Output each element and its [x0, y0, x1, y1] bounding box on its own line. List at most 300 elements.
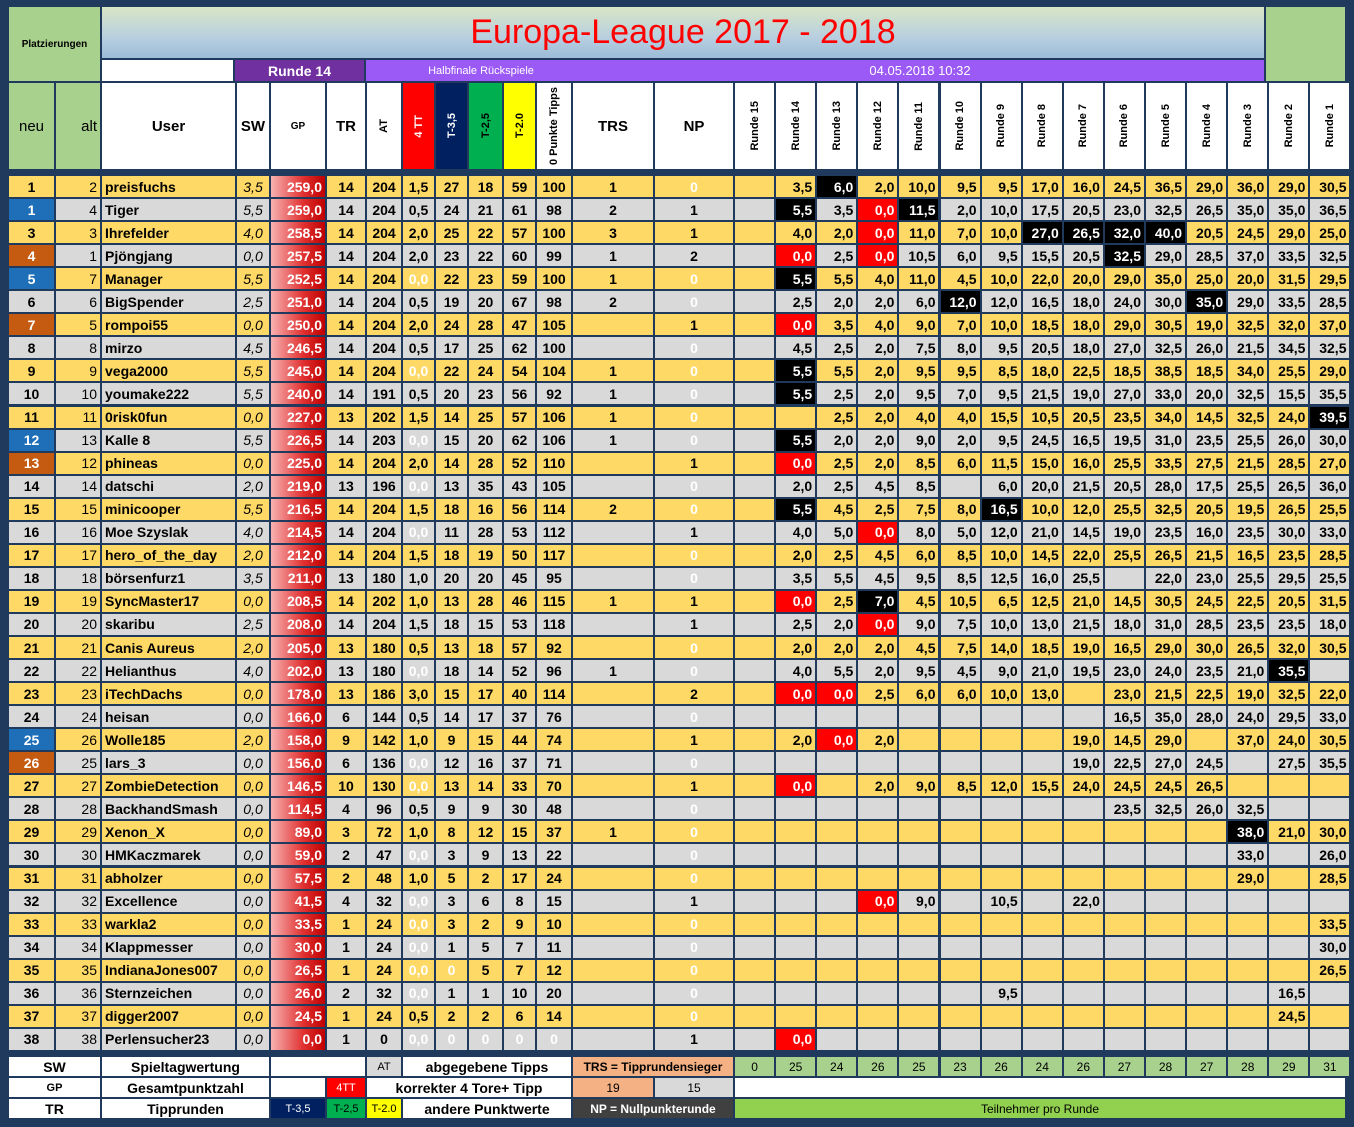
np-value: 0 — [655, 914, 733, 935]
trs-value: 2 — [573, 291, 653, 312]
round-score — [941, 729, 980, 750]
tr-value: 14 — [327, 383, 365, 404]
at-value: 47 — [367, 844, 401, 865]
round-score — [899, 983, 938, 1004]
round-score: 5,5 — [776, 430, 815, 451]
round-score — [1064, 868, 1103, 889]
np-value: 0 — [655, 798, 733, 819]
t25-value: 15 — [469, 614, 502, 635]
round-score: 19,0 — [1064, 752, 1103, 773]
at-value: 24 — [367, 937, 401, 958]
np-value: 0 — [655, 983, 733, 1004]
round-score: 14,5 — [1064, 522, 1103, 543]
trs-value — [573, 453, 653, 474]
user-name: Sternzeichen — [102, 983, 235, 1004]
np-value: 2 — [655, 683, 733, 704]
trs-value — [573, 937, 653, 958]
round-score — [1146, 821, 1185, 842]
round-score: 2,0 — [776, 545, 815, 566]
tr-value: 13 — [327, 568, 365, 589]
trs-value: 1 — [573, 383, 653, 404]
round-score: 16,0 — [1023, 568, 1062, 589]
round-score: 10,0 — [982, 199, 1021, 220]
round-score: 9,5 — [982, 245, 1021, 266]
round-score — [735, 337, 774, 358]
round-score: 29,0 — [1146, 637, 1185, 658]
tr-value: 14 — [327, 291, 365, 312]
round-score: 0,0 — [776, 453, 815, 474]
round-score — [858, 960, 897, 981]
rank-old: 3 — [56, 222, 100, 243]
sw-value: 2,5 — [237, 291, 269, 312]
round-score — [1269, 914, 1308, 935]
round-score — [1064, 1006, 1103, 1027]
round-score — [735, 314, 774, 335]
sw-value: 4,5 — [237, 337, 269, 358]
at-value: 180 — [367, 637, 401, 658]
sw-value: 5,5 — [237, 430, 269, 451]
trs-value — [573, 522, 653, 543]
t35-value: 22 — [436, 268, 467, 289]
t35-value: 15 — [436, 683, 467, 704]
round-score: 8,5 — [941, 775, 980, 796]
round-score: 24,5 — [1269, 1006, 1308, 1027]
round-score: 2,0 — [858, 176, 897, 197]
gp-value: 240,0 — [271, 383, 325, 404]
legend-tt4-text: korrekter 4 Tore+ Tipp — [367, 1078, 571, 1097]
tt4-value: 1,5 — [403, 499, 434, 520]
gp-value: 178,0 — [271, 683, 325, 704]
round-score — [776, 752, 815, 773]
round-score — [858, 914, 897, 935]
trs-value — [573, 960, 653, 981]
round-score: 28,5 — [1310, 868, 1349, 889]
legend-tr-text: Tipprunden — [102, 1099, 269, 1118]
sw-value: 3,5 — [237, 176, 269, 197]
user-name: abholzer — [102, 868, 235, 889]
round-score: 8,0 — [941, 337, 980, 358]
round-score: 2,0 — [817, 291, 856, 312]
rank-new: 14 — [9, 476, 54, 497]
t20-value: 52 — [504, 660, 535, 681]
tt4-value: 1,0 — [403, 568, 434, 589]
t20-value: 67 — [504, 291, 535, 312]
round-score — [735, 752, 774, 773]
header-round — [941, 83, 980, 169]
round-score — [735, 222, 774, 243]
sw-value: 0,0 — [237, 960, 269, 981]
round-score — [1310, 1006, 1349, 1027]
user-name: minicooper — [102, 499, 235, 520]
round-score: 29,0 — [1105, 268, 1144, 289]
np-value: 0 — [655, 360, 733, 381]
round-score: 2,5 — [817, 591, 856, 612]
t20-value: 56 — [504, 499, 535, 520]
zero-value: 114 — [537, 683, 571, 704]
round-score — [1105, 868, 1144, 889]
round-score: 17,5 — [1023, 199, 1062, 220]
t25-value: 21 — [469, 199, 502, 220]
round-score: 20,5 — [1023, 337, 1062, 358]
tt4-value: 0,0 — [403, 914, 434, 935]
round-score — [858, 844, 897, 865]
sw-value: 4,0 — [237, 660, 269, 681]
round-score — [899, 914, 938, 935]
round-score: 19,5 — [1105, 430, 1144, 451]
round-score: 2,0 — [858, 660, 897, 681]
tr-value: 2 — [327, 983, 365, 1004]
round-score — [735, 291, 774, 312]
round-score — [817, 937, 856, 958]
round-score — [941, 868, 980, 889]
rank-old: 13 — [56, 430, 100, 451]
t35-value: 15 — [436, 430, 467, 451]
round-score: 21,0 — [1269, 821, 1308, 842]
round-score: 16,0 — [1187, 522, 1226, 543]
zero-value: 110 — [537, 453, 571, 474]
user-name: BigSpender — [102, 291, 235, 312]
round-score: 16,5 — [1105, 637, 1144, 658]
rank-old: 32 — [56, 891, 100, 912]
tt4-value: 1,0 — [403, 821, 434, 842]
round-score: 36,0 — [1310, 476, 1349, 497]
gp-value: 252,5 — [271, 268, 325, 289]
round-score: 2,5 — [817, 383, 856, 404]
round-score: 0,0 — [776, 1029, 815, 1050]
t35-value: 13 — [436, 775, 467, 796]
rank-new: 26 — [9, 752, 54, 773]
user-name: Pjöngjang — [102, 245, 235, 266]
gp-value: 259,0 — [271, 176, 325, 197]
round-score — [982, 1006, 1021, 1027]
round-score: 25,5 — [1228, 568, 1267, 589]
round-score — [735, 407, 774, 428]
rank-old: 8 — [56, 337, 100, 358]
round-score — [1269, 798, 1308, 819]
header-round — [1269, 83, 1308, 169]
tr-value: 14 — [327, 199, 365, 220]
round-score: 12,0 — [1064, 499, 1103, 520]
rank-old: 12 — [56, 453, 100, 474]
round-score — [776, 868, 815, 889]
gp-value: 258,5 — [271, 222, 325, 243]
tt4-value: 0,5 — [403, 291, 434, 312]
round-score: 32,0 — [1105, 222, 1144, 243]
rank-new: 11 — [9, 407, 54, 428]
trs-value: 1 — [573, 821, 653, 842]
round-score — [1105, 568, 1144, 589]
rank-old: 10 — [56, 383, 100, 404]
round-score: 6,0 — [899, 683, 938, 704]
round-score — [1187, 937, 1226, 958]
user-name: heisan — [102, 706, 235, 727]
round-score — [941, 937, 980, 958]
round-score: 20,0 — [1228, 268, 1267, 289]
header-gp: GP — [271, 83, 325, 169]
gp-value: 226,5 — [271, 430, 325, 451]
round-score: 8,0 — [899, 522, 938, 543]
round-score: 12,5 — [1023, 591, 1062, 612]
round-score — [1064, 706, 1103, 727]
at-value: 180 — [367, 568, 401, 589]
round-score: 36,5 — [1146, 176, 1185, 197]
round-score: 2,5 — [858, 683, 897, 704]
tr-value: 14 — [327, 360, 365, 381]
round-score: 0,0 — [858, 891, 897, 912]
np-value: 1 — [655, 614, 733, 635]
t35-value: 14 — [436, 407, 467, 428]
header-round-text: Runde 2 — [1282, 104, 1295, 148]
sw-value: 3,5 — [237, 568, 269, 589]
round-score — [1146, 960, 1185, 981]
tr-value: 14 — [327, 499, 365, 520]
header-round — [899, 83, 938, 169]
gp-value: 202,0 — [271, 660, 325, 681]
round-score: 18,0 — [1064, 291, 1103, 312]
round-score — [899, 821, 938, 842]
t20-value: 53 — [504, 522, 535, 543]
round-score — [776, 937, 815, 958]
round-score — [1228, 960, 1267, 981]
user-name: Xenon_X — [102, 821, 235, 842]
round-score: 29,5 — [1310, 268, 1349, 289]
header-t25-text: T-2,5 — [479, 113, 492, 139]
rank-old: 7 — [56, 268, 100, 289]
round-score: 33,5 — [1310, 914, 1349, 935]
np-value: 1 — [655, 591, 733, 612]
t20-value: 50 — [504, 545, 535, 566]
t35-value: 1 — [436, 937, 467, 958]
trs-value — [573, 775, 653, 796]
round-score: 5,5 — [817, 360, 856, 381]
round-score: 0,0 — [776, 775, 815, 796]
rank-new: 23 — [9, 683, 54, 704]
round-score: 31,5 — [1310, 591, 1349, 612]
gp-value: 246,5 — [271, 337, 325, 358]
round-score: 31,0 — [1146, 430, 1185, 451]
round-score — [1105, 983, 1144, 1004]
round-score: 24,5 — [1105, 176, 1144, 197]
round-score: 2,0 — [858, 291, 897, 312]
round-score: 22,0 — [1064, 891, 1103, 912]
round-score — [982, 1029, 1021, 1050]
t35-value: 25 — [436, 222, 467, 243]
round-score — [1228, 983, 1267, 1004]
round-score — [1228, 891, 1267, 912]
t25-value: 20 — [469, 291, 502, 312]
rank-old: 1 — [56, 245, 100, 266]
round-score — [735, 706, 774, 727]
user-name: Klappmesser — [102, 937, 235, 958]
round-score: 2,0 — [858, 430, 897, 451]
header-alt: alt — [56, 83, 100, 169]
round-score: 2,0 — [817, 637, 856, 658]
t35-value: 3 — [436, 844, 467, 865]
gp-value: 30,0 — [271, 937, 325, 958]
zero-value: 10 — [537, 914, 571, 935]
t35-value: 1 — [436, 983, 467, 1004]
round-score — [1064, 960, 1103, 981]
round-score: 5,5 — [776, 360, 815, 381]
round-score: 23,5 — [1105, 798, 1144, 819]
np-value: 1 — [655, 775, 733, 796]
rank-old: 25 — [56, 752, 100, 773]
round-score: 28,5 — [1187, 245, 1226, 266]
header-round-text: Runde 15 — [748, 101, 761, 151]
round-score: 26,5 — [1064, 222, 1103, 243]
round-score — [735, 844, 774, 865]
rank-new: 20 — [9, 614, 54, 635]
trs-value: 1 — [573, 591, 653, 612]
round-score: 23,5 — [1105, 407, 1144, 428]
t20-value: 13 — [504, 844, 535, 865]
np-value: 0 — [655, 291, 733, 312]
gp-value: 26,0 — [271, 983, 325, 1004]
legend-at-text: abgegebene Tipps — [403, 1057, 571, 1076]
rank-new: 10 — [9, 383, 54, 404]
round-score — [1269, 844, 1308, 865]
tt4-value: 1,5 — [403, 545, 434, 566]
t25-value: 16 — [469, 752, 502, 773]
round-score: 4,5 — [858, 545, 897, 566]
round-score: 32,5 — [1146, 499, 1185, 520]
round-score: 32,5 — [1269, 683, 1308, 704]
round-score — [1105, 821, 1144, 842]
tr-value: 14 — [327, 522, 365, 543]
gp-value: 26,5 — [271, 960, 325, 981]
round-score: 7,0 — [941, 222, 980, 243]
round-score: 6,0 — [817, 176, 856, 197]
round-score: 32,5 — [1228, 314, 1267, 335]
round-score: 0,0 — [776, 245, 815, 266]
at-value: 204 — [367, 614, 401, 635]
round-score — [1146, 868, 1185, 889]
round-score: 0,0 — [858, 522, 897, 543]
sw-value: 0,0 — [237, 453, 269, 474]
zero-value: 100 — [537, 268, 571, 289]
round-score: 24,5 — [1187, 752, 1226, 773]
np-value: 0 — [655, 660, 733, 681]
round-score: 33,0 — [1228, 844, 1267, 865]
header-round-text: Runde 1 — [1323, 104, 1336, 148]
round-score: 29,5 — [1269, 568, 1308, 589]
round-score — [1105, 891, 1144, 912]
rank-old: 22 — [56, 660, 100, 681]
trs-value — [573, 914, 653, 935]
round-score: 23,5 — [1187, 660, 1226, 681]
trs-value — [573, 868, 653, 889]
t20-value: 59 — [504, 268, 535, 289]
round-score: 20,5 — [1105, 476, 1144, 497]
trs-value: 1 — [573, 660, 653, 681]
round-score: 18,0 — [1064, 337, 1103, 358]
round-score: 21,5 — [1228, 453, 1267, 474]
round-score: 35,5 — [1310, 752, 1349, 773]
round-score: 7,5 — [899, 337, 938, 358]
zero-value: 100 — [537, 176, 571, 197]
round-score: 40,0 — [1146, 222, 1185, 243]
round-score: 2,5 — [817, 476, 856, 497]
round-score: 10,5 — [899, 245, 938, 266]
round-score: 2,0 — [858, 775, 897, 796]
legend-trs-text: TRS = Tipprundensieger — [573, 1057, 733, 1076]
tr-value: 6 — [327, 706, 365, 727]
round-score: 5,0 — [941, 522, 980, 543]
rank-old: 37 — [56, 1006, 100, 1027]
round-score: 8,5 — [899, 476, 938, 497]
t20-value: 47 — [504, 314, 535, 335]
sw-value: 2,5 — [237, 614, 269, 635]
round-score — [735, 891, 774, 912]
t35-value: 24 — [436, 199, 467, 220]
header-tt4 — [403, 83, 434, 169]
round-score — [735, 914, 774, 935]
zero-value: 0 — [537, 1029, 571, 1050]
legend-at-abbr: AT — [367, 1057, 401, 1076]
tt4-value: 0,5 — [403, 798, 434, 819]
t20-value: 46 — [504, 591, 535, 612]
at-value: 202 — [367, 407, 401, 428]
round-score — [1023, 891, 1062, 912]
tt4-value: 0,5 — [403, 637, 434, 658]
trs-value: 1 — [573, 245, 653, 266]
round-score — [1023, 798, 1062, 819]
round-score: 35,0 — [1269, 199, 1308, 220]
t25-value: 23 — [469, 383, 502, 404]
rank-old: 27 — [56, 775, 100, 796]
legend-gp-abbr: GP — [9, 1078, 100, 1097]
round-score: 16,5 — [1269, 983, 1308, 1004]
at-value: 144 — [367, 706, 401, 727]
rank-new: 4 — [9, 245, 54, 266]
round-score — [1269, 1029, 1308, 1050]
sw-value: 0,0 — [237, 1006, 269, 1027]
t25-value: 9 — [469, 798, 502, 819]
round-score: 30,0 — [1269, 522, 1308, 543]
gp-value: 156,0 — [271, 752, 325, 773]
round-score: 27,0 — [1105, 383, 1144, 404]
trs-value: 1 — [573, 268, 653, 289]
round-score: 16,5 — [1228, 545, 1267, 566]
sw-value: 0,0 — [237, 914, 269, 935]
round-score: 8,5 — [982, 360, 1021, 381]
rank-new: 6 — [9, 291, 54, 312]
round-score: 21,5 — [1064, 614, 1103, 635]
np-value: 0 — [655, 844, 733, 865]
round-score: 4,5 — [941, 660, 980, 681]
round-score: 20,5 — [1064, 407, 1103, 428]
t25-value: 25 — [469, 407, 502, 428]
round-score — [982, 914, 1021, 935]
round-score: 12,0 — [982, 522, 1021, 543]
round-score — [1105, 937, 1144, 958]
round-score: 25,5 — [1064, 568, 1103, 589]
round-score: 2,0 — [858, 337, 897, 358]
round-score: 39,5 — [1310, 407, 1349, 428]
round-score: 25,5 — [1228, 476, 1267, 497]
zero-value: 71 — [537, 752, 571, 773]
round-score: 16,5 — [1023, 291, 1062, 312]
t25-value: 17 — [469, 683, 502, 704]
t25-value: 23 — [469, 268, 502, 289]
t35-value: 20 — [436, 383, 467, 404]
at-value: 32 — [367, 983, 401, 1004]
round-score: 4,5 — [858, 476, 897, 497]
t25-value: 20 — [469, 568, 502, 589]
round-score: 8,5 — [941, 568, 980, 589]
round-score: 19,0 — [1105, 522, 1144, 543]
round-score: 22,0 — [1146, 568, 1185, 589]
